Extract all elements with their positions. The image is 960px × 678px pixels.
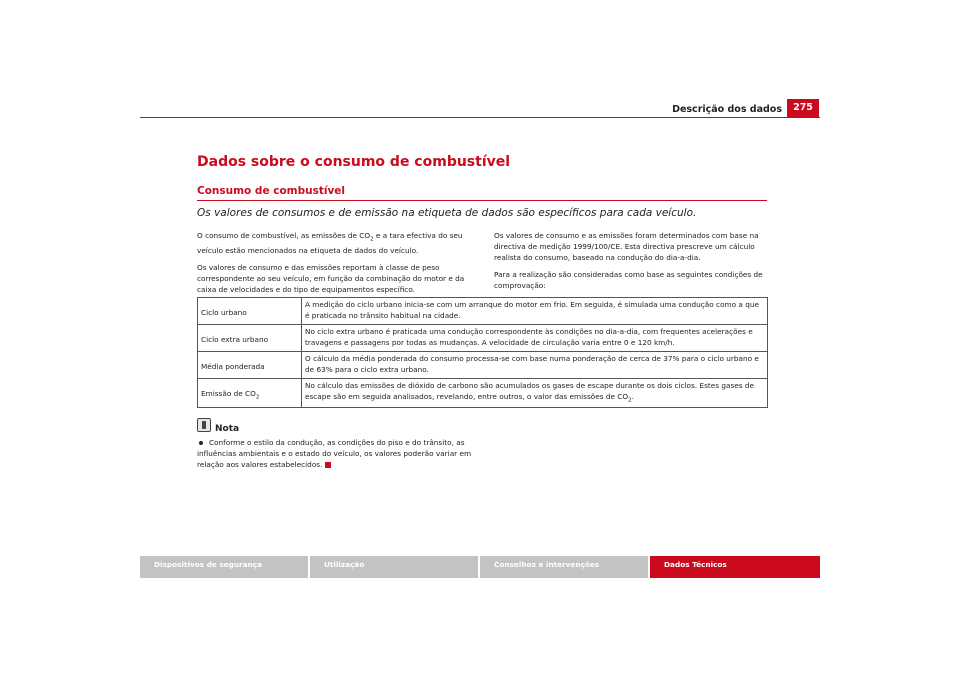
note-icon (197, 418, 211, 432)
left-paragraph-2: Os valores de consumo e das emissões reportam à classe de peso correspondente ao seu veículo, em função da combinação do motor e da caixa de velocidades e do tipo de equipamentos específico. (197, 263, 465, 295)
table-row-label: Média ponderada (198, 352, 302, 379)
main-title: Dados sobre o consumo de combustível (197, 154, 511, 170)
note-text: Conforme o estilo da condução, as condições do piso e do trânsito, as influências ambientais e o estado do veículo, os valores poderão variar em relação aos valores estabelecidos. (197, 438, 472, 469)
table-row (198, 352, 768, 379)
right-paragraph-1: Os valores de consumo e as emissões foram determinados com base na directiva de medição 1999/100/CE. Esta directiva prescreve um cálculo realista do consumo, baseado na condução do dia-a-dia. (494, 231, 759, 262)
table-row (198, 379, 768, 408)
page-number: 275 (787, 99, 819, 117)
table-row-label: Ciclo extra urbano (198, 325, 302, 352)
right-column (494, 230, 774, 297)
test-conditions-table (197, 297, 768, 408)
left-column (197, 230, 477, 301)
table-row (198, 298, 768, 325)
section-rule (197, 200, 767, 201)
footer-tab-safety[interactable]: Dispositivos de segurança (140, 556, 308, 578)
left-paragraph-1: O consumo de combustível, as emissões de $CO_2$ e a tara efectiva do seu veículo estão mencionados na etiqueta de dados do veículo. (197, 231, 463, 256)
section-title: Consumo de combustível (197, 185, 346, 197)
end-mark-icon (325, 462, 331, 468)
table-row-description: No ciclo extra urbano é praticada uma condução correspondente às condições no dia-a-dia, com frequentes acelerações e travagens e passagens por todas as mudanças. A velocidade de circulação varia entre 0 e 120 km/h. (302, 325, 768, 352)
note-title: Nota (215, 424, 240, 434)
bullet-icon (199, 441, 203, 445)
table-row-label: Ciclo urbano (198, 298, 302, 325)
footer-tab-tips[interactable]: Conselhos e intervenções (480, 556, 648, 578)
footer-tab-technical-data[interactable]: Dados Técnicos (650, 556, 820, 578)
table-row-description: No cálculo das emissões de dióxido de carbono são acumulados os gases de escape durante os dois ciclos. Estes gases de escape são em seguida analisados, revelando, entre outros, o valor das emissões de $CO_2$. (302, 379, 768, 408)
footer-tab-usage[interactable]: Utilização (310, 556, 478, 578)
subtitle: Os valores de consumos e de emissão na etiqueta de dados são específicos para cada veículo. (197, 207, 697, 219)
header-title: Descrição dos dados (672, 104, 782, 115)
right-paragraph-2: Para a realização são consideradas como base as seguintes condições de comprovação: (494, 270, 763, 290)
table-row-description: A medição do ciclo urbano inicia-se com um arranque do motor em frio. Em seguida, é simulada uma condução como a que é praticada no trânsito habitual na cidade. (302, 298, 768, 325)
table-row-description: O cálculo da média ponderada do consumo processa-se com base numa ponderação de cerca de 37% para o ciclo urbano e de 63% para o ciclo extra urbano. (302, 352, 768, 379)
table-row (198, 325, 768, 352)
table-row-label: Emissão de $CO_2$ (198, 379, 302, 408)
header-rule (140, 117, 820, 118)
